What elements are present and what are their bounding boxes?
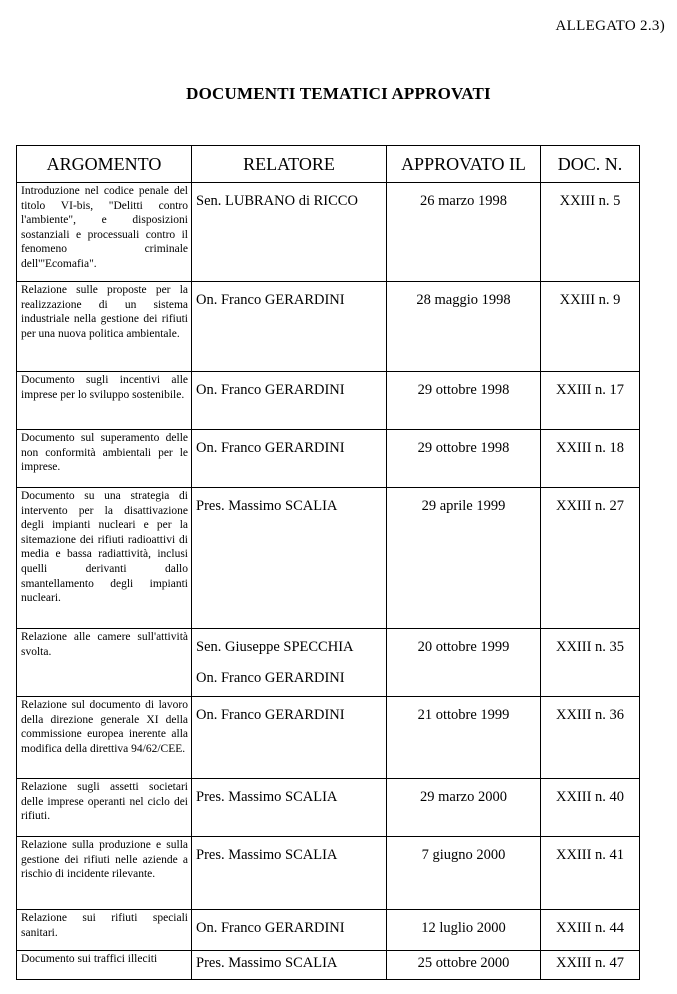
relatore-name: On. Franco GERARDINI bbox=[196, 440, 345, 456]
cell-approvato: 29 marzo 2000 bbox=[387, 779, 541, 837]
cell-approvato: 20 ottobre 1999 bbox=[387, 629, 541, 697]
relatore-name: On. Franco GERARDINI bbox=[196, 707, 345, 723]
cell-relatore bbox=[192, 282, 387, 372]
table-row bbox=[17, 183, 640, 282]
cell-approvato: 29 aprile 1999 bbox=[387, 488, 541, 629]
cell-approvato: 28 maggio 1998 bbox=[387, 282, 541, 372]
table-row bbox=[17, 488, 640, 629]
relatore-name: On. Franco GERARDINI bbox=[196, 920, 345, 936]
cell-relatore bbox=[192, 779, 387, 837]
cell-relatore bbox=[192, 697, 387, 779]
cell-approvato: 21 ottobre 1999 bbox=[387, 697, 541, 779]
cell-doc: XXIII n. 44 bbox=[541, 910, 640, 951]
cell-doc: XXIII n. 40 bbox=[541, 779, 640, 837]
documents-table bbox=[16, 145, 640, 980]
page-title: DOCUMENTI TEMATICI APPROVATI bbox=[186, 84, 491, 103]
cell-doc: XXIII n. 9 bbox=[541, 282, 640, 372]
relatore-name: Sen. LUBRANO di RICCO bbox=[196, 193, 358, 209]
cell-doc: XXIII n. 35 bbox=[541, 629, 640, 697]
cell-argomento: Relazione sulla produzione e sulla gestione dei rifiuti nelle aziende a rischio di incidente rilevante. bbox=[17, 837, 192, 910]
cell-approvato: 29 ottobre 1998 bbox=[387, 430, 541, 488]
cell-doc: XXIII n. 5 bbox=[541, 183, 640, 282]
cell-relatore bbox=[192, 372, 387, 430]
cell-relatore bbox=[192, 430, 387, 488]
table-row bbox=[17, 372, 640, 430]
cell-relatore bbox=[192, 910, 387, 951]
cell-approvato: 7 giugno 2000 bbox=[387, 837, 541, 910]
cell-relatore bbox=[192, 951, 387, 980]
table-row bbox=[17, 779, 640, 837]
cell-approvato: 12 luglio 2000 bbox=[387, 910, 541, 951]
cell-argomento: Relazione sul documento di lavoro della direzione generale XI della commissione europea inerente alla modifica della direttiva 94/62/CEE. bbox=[17, 697, 192, 779]
table-row bbox=[17, 629, 640, 697]
relatore-name: Pres. Massimo SCALIA bbox=[196, 847, 338, 863]
annex-label: ALLEGATO 2.3) bbox=[555, 18, 665, 34]
cell-relatore bbox=[192, 488, 387, 629]
cell-argomento: Documento sui traffici illeciti bbox=[17, 951, 192, 980]
cell-argomento: Relazione sui rifiuti speciali sanitari. bbox=[17, 910, 192, 951]
relatore-name: On. Franco GERARDINI bbox=[196, 382, 345, 398]
cell-doc: XXIII n. 47 bbox=[541, 951, 640, 980]
table-row bbox=[17, 282, 640, 372]
header-relatore: RELATORE bbox=[192, 146, 387, 183]
relatore-name: Pres. Massimo SCALIA bbox=[196, 789, 338, 805]
table-row bbox=[17, 430, 640, 488]
cell-argomento: Introduzione nel codice penale del titolo VI-bis, "Delitti contro l'ambiente", e disposizioni sostanziali e processuali contro il fenomeno criminale dell'"Ecomafia". bbox=[17, 183, 192, 282]
cell-argomento: Relazione sulle proposte per la realizzazione di un sistema industriale nella gestione dei rifiuti per una nuova politica ambientale. bbox=[17, 282, 192, 372]
header-doc: DOC. N. bbox=[541, 146, 640, 183]
cell-doc: XXIII n. 17 bbox=[541, 372, 640, 430]
table-row bbox=[17, 837, 640, 910]
table-row bbox=[17, 697, 640, 779]
header-approvato: APPROVATO IL bbox=[387, 146, 541, 183]
cell-relatore bbox=[192, 183, 387, 282]
header-argomento: ARGOMENTO bbox=[17, 146, 192, 183]
cell-approvato: 25 ottobre 2000 bbox=[387, 951, 541, 980]
cell-relatore bbox=[192, 629, 387, 697]
relatore-name: On. Franco GERARDINI bbox=[196, 292, 345, 308]
cell-doc: XXIII n. 36 bbox=[541, 697, 640, 779]
relatore-name: Sen. Giuseppe SPECCHIA bbox=[196, 639, 354, 655]
cell-approvato: 26 marzo 1998 bbox=[387, 183, 541, 282]
cell-argomento: Documento su una strategia di intervento per la disattivazione degli impianti nucleari e per la sitemazione dei rifiuti radioattivi di media e bassa radiattività, inclusi quelli derivanti dallo smantellamento degli impianti nucleari. bbox=[17, 488, 192, 629]
cell-approvato: 29 ottobre 1998 bbox=[387, 372, 541, 430]
cell-argomento: Documento sul superamento delle non conformità ambientali per le imprese. bbox=[17, 430, 192, 488]
relatore-name-secondary: On. Franco GERARDINI bbox=[196, 670, 345, 686]
table-header-row bbox=[17, 146, 640, 183]
relatore-name: Pres. Massimo SCALIA bbox=[196, 498, 338, 514]
cell-argomento: Relazione alle camere sull'attività svolta. bbox=[17, 629, 192, 697]
table-row bbox=[17, 951, 640, 980]
relatore-name: Pres. Massimo SCALIA bbox=[196, 955, 338, 971]
cell-doc: XXIII n. 27 bbox=[541, 488, 640, 629]
cell-doc: XXIII n. 18 bbox=[541, 430, 640, 488]
cell-doc: XXIII n. 41 bbox=[541, 837, 640, 910]
cell-relatore bbox=[192, 837, 387, 910]
cell-argomento: Relazione sugli assetti societari delle imprese operanti nel ciclo dei rifiuti. bbox=[17, 779, 192, 837]
table-row bbox=[17, 910, 640, 951]
cell-argomento: Documento sugli incentivi alle imprese per lo sviluppo sostenibile. bbox=[17, 372, 192, 430]
